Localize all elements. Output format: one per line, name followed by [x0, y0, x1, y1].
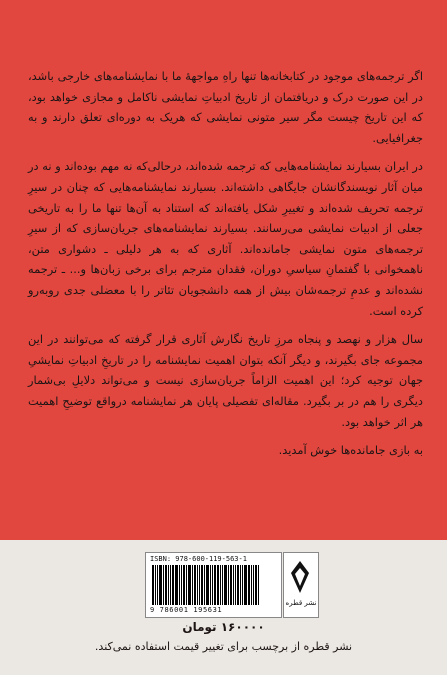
- publisher-logo-icon: [289, 559, 311, 595]
- barcode-bar: [197, 565, 198, 605]
- barcode-bar: [217, 565, 219, 605]
- barcode-bar: [175, 565, 178, 605]
- barcode-bar: [163, 565, 164, 605]
- barcode-bar: [230, 565, 232, 605]
- barcode-bar: [188, 565, 191, 605]
- price: ۱۶۰۰۰۰ تومان: [182, 620, 265, 634]
- barcode-bar: [186, 565, 187, 605]
- barcode-bar: [179, 565, 180, 605]
- barcode-bar: [201, 565, 203, 605]
- barcode-bar: [212, 565, 213, 605]
- barcode-bar: [214, 565, 216, 605]
- publisher-logo: [283, 552, 319, 618]
- isbn-label: ISBN: 978-600-119-563-1: [150, 555, 247, 563]
- barcode-bar: [181, 565, 182, 605]
- barcode-bar: [220, 565, 221, 605]
- barcode-bar: [183, 565, 185, 605]
- barcode-bar: [224, 565, 227, 605]
- barcode-bar: [242, 565, 243, 605]
- barcode-bar: [228, 565, 229, 605]
- barcode-bar: [152, 565, 154, 605]
- barcode-bar: [170, 565, 171, 605]
- barcode-digits: 9 786001 195631: [150, 606, 223, 614]
- barcode-bar: [172, 565, 174, 605]
- barcode-area: [145, 552, 317, 616]
- barcode-bar: [206, 565, 209, 605]
- blurb-text: [28, 66, 423, 469]
- barcode-bar: [165, 565, 167, 605]
- barcode-bar: [255, 565, 257, 605]
- barcode-bar: [233, 565, 234, 605]
- barcode-bar: [199, 565, 200, 605]
- barcode-bar: [237, 565, 239, 605]
- barcode-bar: [235, 565, 236, 605]
- barcode-bar: [244, 565, 247, 605]
- barcode-bar: [159, 565, 162, 605]
- barcode-bar: [192, 565, 193, 605]
- publisher-logo-label: نشر قطره: [285, 599, 317, 607]
- blurb-paragraph-2: در ایران بسیارند نمایشنامه‌هایی که ترجمه شده‌اند، درحالی‌که نه مهم بوده‌اند و نه در میان آثار نویسندگانشان جایگاهی داشته‌اند. بسیارند نمایشنامه‌هایی که چنان در سیرِ ترجمه تحریف شده‌اند و تغییرِ شکل یافته‌اند که استناد به آن‌ها تنها ما را به تاریخی جعلی از ادبیات نمایشی می‌رسانند. بسیارند نمایشنامه‌های جریان‌سازی که از سیرِ ترجمه‌های متون نمایشی جامانده‌اند. آثاری که به هر دلیلی ـ دشواری متن، ناهمخوانی با گفتمانِ سیاسیِ دوران، فقدان مترجم برای برخی زبان‌ها و... ـ ترجمه نشده‌اند و عدمِ ترجمه‌شان بیش از همه دانشجویان تئاتر را با معضلی جدی روبه‌رو کرده است.: [28, 159, 423, 318]
- barcode-bar: [155, 565, 156, 605]
- barcode-bars: [152, 565, 274, 605]
- blurb-paragraph-1: اگر ترجمه‌های موجود در کتابخانه‌ها تنها راهِ مواجههٔ ما با نمایشنامه‌های خارجی باشد، در این صورت درک و دریافتمان از تاریخ ادبیاتِ نمایشی ناکامل و مجازی خواهد بود، که این تاریخ چیست مگر سیر متونی نمایشی که هریک به دوره‌ای تعلق دارند و به جغرافیایی.: [28, 69, 423, 145]
- barcode-bar: [168, 565, 169, 605]
- barcode-bar: [222, 565, 223, 605]
- blurb-paragraph-3: سال هزار و نهصد و پنجاه مرزِ تاریخ نگارش آثاری قرار گرفته که می‌توانند در این مجموعه جای بگیرند، و دیگر آنکه بتوان اهمیت نمایشنامه را در تاریخِ ادبیاتِ نمایشیِ جهان توجیه کرد؛ این اهمیت الزاماً جریان‌سازی نیست و می‌تواند دلایلِ بی‌شمار دیگری را هم در بر بگیرد. مقاله‌ای تفصیلی پایان هر نمایشنامه درواقع توضیحِ اهمیت هر اثر خواهد بود.: [28, 332, 423, 429]
- barcode-bar: [157, 565, 158, 605]
- barcode-bar: [253, 565, 254, 605]
- barcode-bar: [258, 565, 259, 605]
- barcode-bar: [240, 565, 241, 605]
- barcode-bar: [248, 565, 250, 605]
- barcode-bar: [251, 565, 252, 605]
- barcode: [145, 552, 282, 618]
- barcode-bar: [210, 565, 211, 605]
- blurb-closing: به بازی جامانده‌ها خوش آمدید.: [278, 443, 423, 458]
- price-note: نشر قطره از برچسب برای تغییر قیمت استفاده نمی‌کند.: [94, 640, 353, 653]
- barcode-bar: [204, 565, 205, 605]
- barcode-bar: [194, 565, 196, 605]
